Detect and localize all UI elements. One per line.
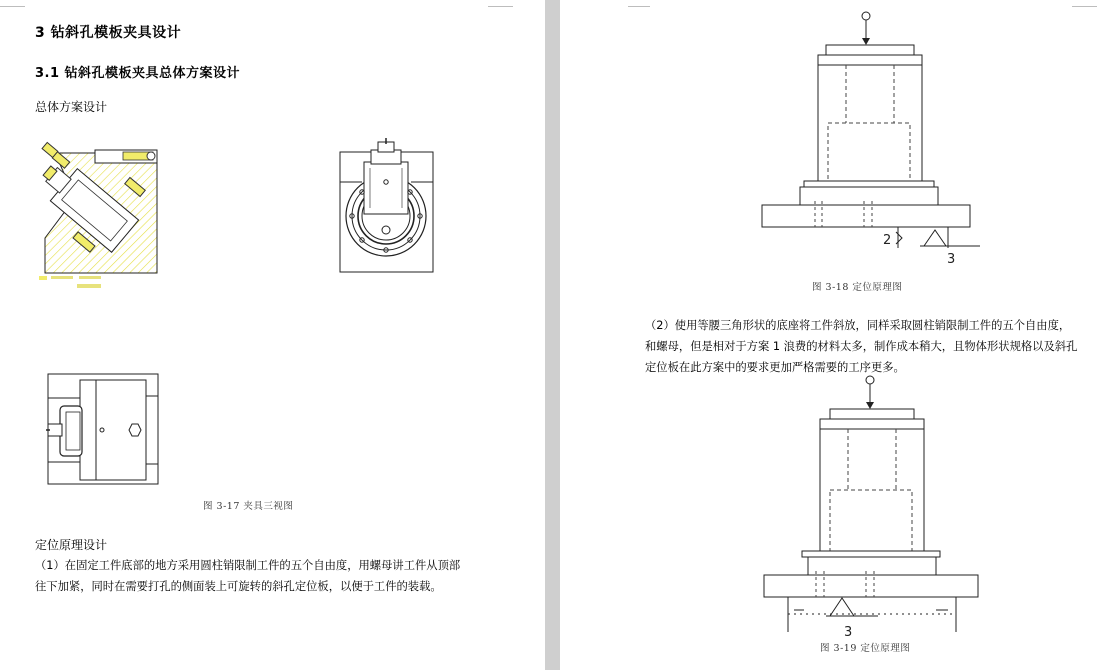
crop-mark xyxy=(488,6,513,7)
crop-mark xyxy=(1072,6,1097,7)
paragraph-2-line-3: 定位板在此方案中的要求更加严格需要的工序更多。 xyxy=(645,361,905,374)
crop-mark xyxy=(628,6,650,7)
figure-3-19-locating-diagram xyxy=(760,370,980,638)
document-page-right xyxy=(560,0,1111,670)
figure-3-19-label-3: 3 xyxy=(844,625,853,638)
fixture-section-view-drawing xyxy=(35,138,165,293)
figure-3-18-caption: 图 3-18 定位原理图 xyxy=(812,282,903,293)
chapter-heading: 3 钻斜孔模板夹具设计 xyxy=(35,25,182,41)
figure-3-18-locating-diagram xyxy=(760,8,980,268)
paragraph-1-line-2: 往下加紧，同时在需要打孔的侧面装上可旋转的斜孔定位板，以便于工件的装载。 xyxy=(35,580,442,593)
figure-3-18-label-2: 2 xyxy=(883,233,892,248)
fixture-side-view-drawing xyxy=(46,372,162,488)
page-gutter xyxy=(545,0,560,670)
fixture-top-view-drawing xyxy=(338,138,436,276)
crop-mark xyxy=(0,6,25,7)
figure-3-18-label-3: 3 xyxy=(947,252,956,267)
subheading-locating-principle: 定位原理设计 xyxy=(35,538,108,552)
paragraph-1-line-1: （1）在固定工件底部的地方采用圆柱销限制工件的五个自由度，用螺母讲工件从顶部 xyxy=(35,559,461,572)
paragraph-2-line-2: 和螺母，但是相对于方案 1 浪费的材料太多，制作成本稍大，且物体形状规格以及斜孔 xyxy=(645,340,1078,353)
figure-3-19-caption: 图 3-19 定位原理图 xyxy=(820,643,911,654)
subheading-overall-design: 总体方案设计 xyxy=(35,100,108,114)
section-heading: 3.1 钻斜孔模板夹具总体方案设计 xyxy=(35,66,241,81)
document-page-left xyxy=(0,0,545,670)
figure-3-17-caption: 图 3-17 夹具三视图 xyxy=(203,501,294,512)
paragraph-2-line-1: （2）使用等腰三角形状的底座将工件斜放，同样采取圆柱销限制工件的五个自由度， xyxy=(645,319,1071,332)
